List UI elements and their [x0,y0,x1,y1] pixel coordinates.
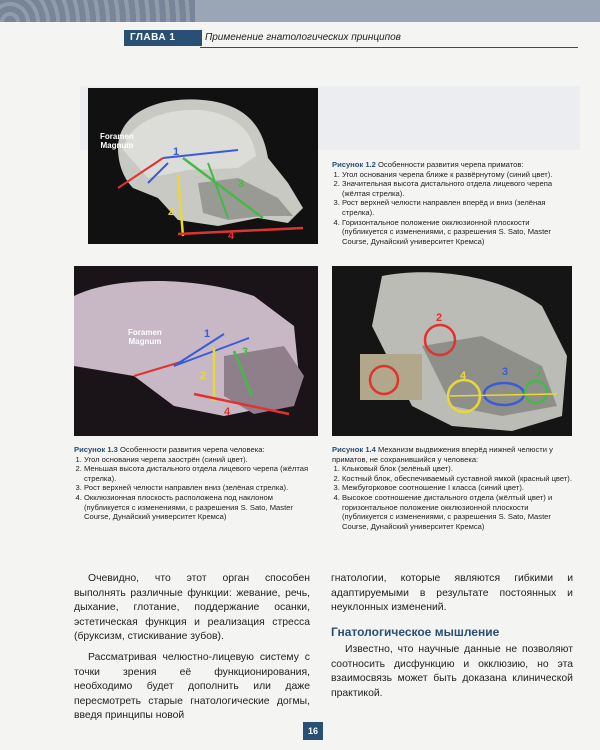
paragraph: Рассматривая челюстно-лицевую систему с точки зрения её функционирования, необходимо будет дополнить или даже пересмотреть старые гнатологические догмы, введя принципы новой [74,651,310,722]
marker-3: 3 [238,178,245,190]
paragraph: Очевидно, что этот орган способен выполнять различные функции: жевание, речь, дыхание, глотание, поддержание осанки, эстетическая функция и реализация стресса (бруксизм, стискивание зубов). [74,573,310,643]
caption-label: Рисунок 1.2 [332,160,376,169]
chapter-tab: ГЛАВА 1 [124,30,202,46]
top-decorative-band [0,0,600,22]
paragraph: гнатологии, которые являются гибкими и адаптируемыми в результате постоянных и неуклонных изменений. [331,573,573,614]
marker-1: 1 [173,146,180,158]
figure-1-4-image [332,266,572,436]
caption-item: 2. Значительная высота дистального отдела лицевого черепа (жёлтая стрелка). [342,179,572,198]
caption-1-2 [332,160,572,246]
caption-item: 1. Клыковый блок (зелёный цвет). [342,464,574,474]
caption-item: 3. Рост верхней челюсти направлен вперёд и вниз (зелёная стрелка). [342,198,572,217]
foramen-label: Foramen Magnum [100,132,134,150]
marker-4: 4 [224,406,231,418]
caption-title: Особенности развития черепа приматов: [378,160,524,169]
figure-1-2-image [88,88,318,244]
caption-item: 1. Угол основания черепа заострён (синий цвет). [84,455,320,465]
section-heading: Гнатологическое мышление [331,625,500,639]
caption-label: Рисунок 1.4 [332,445,376,454]
caption-title: Механизм выдвижения вперёд нижней челюсти у приматов, не сохранившийся у человека: [332,445,553,464]
caption-title: Особенности развития черепа человека: [120,445,265,454]
caption-item: 2. Меньшая высота дистального отдела лицевого черепа (жёлтая стрелка). [84,464,320,483]
marker-1: 1 [204,328,211,340]
caption-item: 3. Межбугорковое соотношение I класса (синий цвет). [342,483,574,493]
marker-1: 1 [536,366,543,378]
body-left-column [74,572,310,730]
page-number: 16 [303,722,323,740]
caption-item: 3. Рост верхней челюсти направлен вниз (зелёная стрелка). [84,483,320,493]
caption-item: 4. Высокое соотношение дистального отдела (жёлтый цвет) и горизонтальное положение окклюзионной плоскости (публикуется с изменениями, с разрешения S. Sato, Master Course, Дунайский университет Кремса) [342,493,574,531]
caption-item: 4. Горизонтальное положение окклюзионной плоскости (публикуется с изменениями, с разрешения S. Sato, Master Course, Дунайский университет Кремса) [342,218,572,247]
caption-1-4 [332,445,574,531]
paragraph: Известно, что научные данные не позволяют соотносить дисфункцию и окклюзию, но эта взаимосвязь может быть доказана клинической практикой. [331,644,573,699]
body-right-column-2 [331,643,573,707]
foramen-label: Foramen Magnum [128,328,162,346]
marker-3: 3 [242,346,249,358]
caption-label: Рисунок 1.3 [74,445,118,454]
figure-1-3-image [74,266,318,436]
caption-item: 4. Окклюзионная плоскость расположена под наклоном (публикуется с изменениями, с разрешения S. Sato, Master Course, Дунайский университет Кремса) [84,493,320,522]
caption-item: 1. Угол основания черепа ближе к развёрнутому (синий цвет). [342,170,572,180]
scales-texture [0,0,195,22]
marker-4: 4 [228,230,235,242]
body-right-column [331,572,573,622]
marker-4: 4 [460,370,467,382]
marker-3: 3 [502,366,509,378]
marker-2: 2 [200,370,207,382]
marker-2: 2 [168,206,175,218]
header-rule [200,47,578,48]
caption-item: 2. Костный блок, обеспечиваемый суставной ямкой (красный цвет). [342,474,574,484]
caption-1-3 [74,445,320,522]
running-title: Применение гнатологических принципов [205,32,401,43]
marker-2: 2 [436,312,443,324]
